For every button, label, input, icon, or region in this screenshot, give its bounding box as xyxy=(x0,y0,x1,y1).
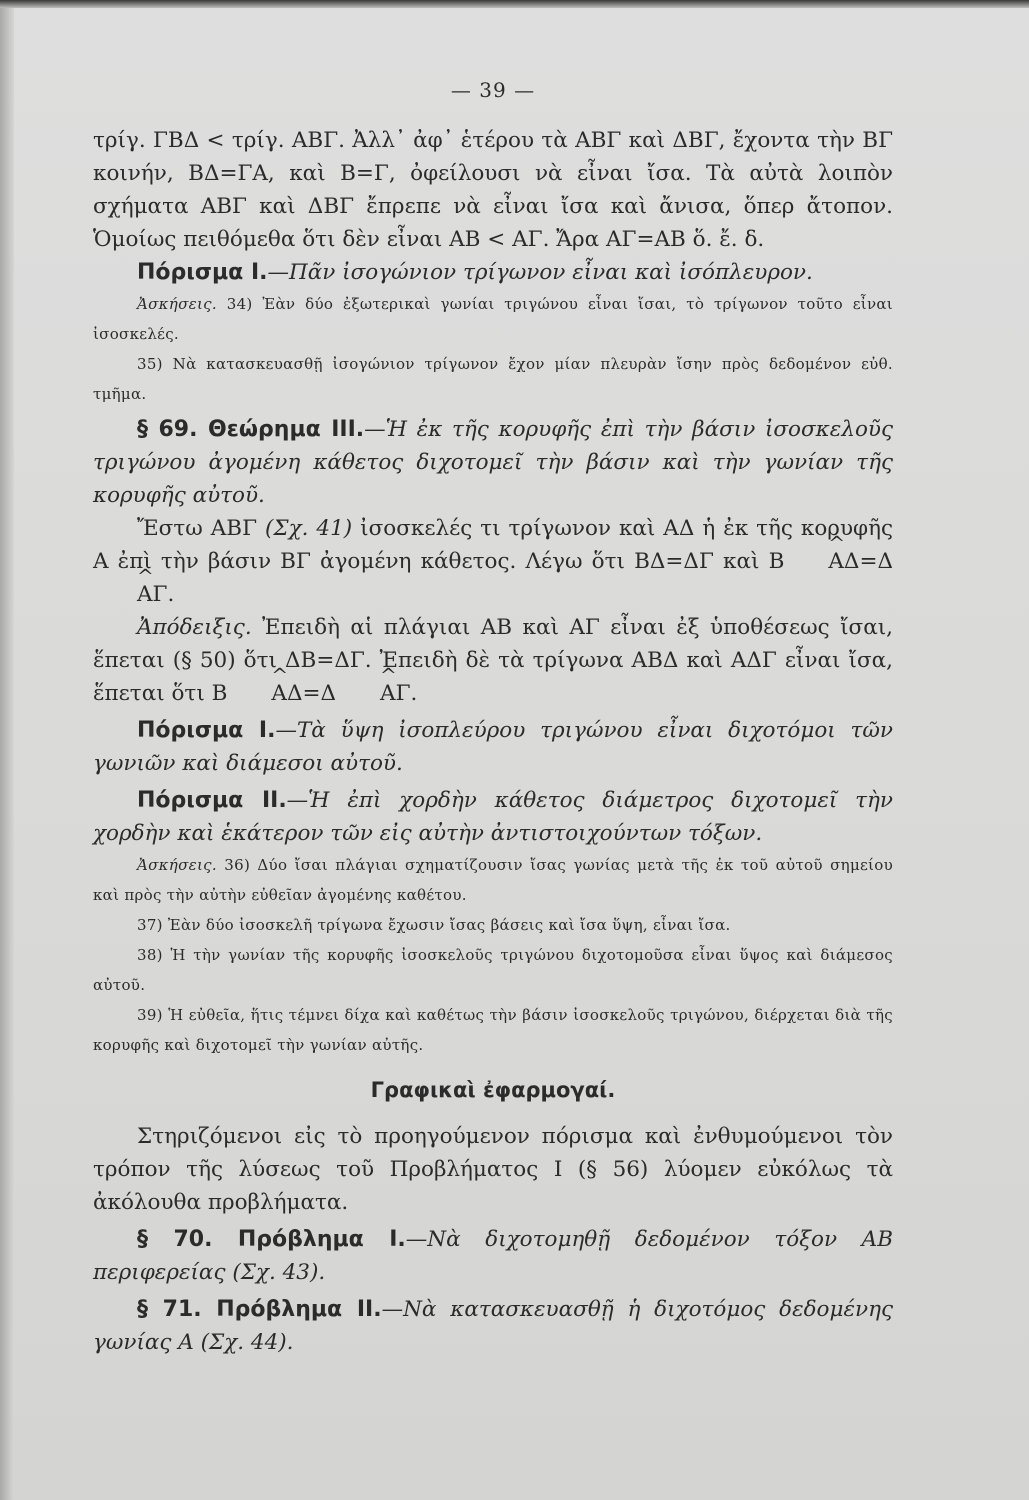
problem-71 xyxy=(93,1293,893,1359)
angle-letter: Δ=Δ xyxy=(286,681,337,706)
corollary-3 xyxy=(93,784,893,850)
problem-label: § 71. Πρόβλημα II. xyxy=(137,1297,382,1322)
angle-letter: Δ=Δ xyxy=(843,549,893,574)
angle-vertex: ^ Α xyxy=(336,677,396,710)
angle-letter: Γ. xyxy=(152,582,175,607)
exercise-39: 39) Ἡ εὐθεῖα, ἥτις τέμνει δίχα καὶ καθέτως τὴν βάσιν ἰσοσκελοῦς τριγώνου, διέρχεται διὰ τῆς κορυφῆς καὶ διχοτομεῖ τὴν γωνίαν αὐτῆς. xyxy=(93,1006,893,1054)
exercise-text: 36) Δύο ἴσαι πλάγιαι σχηματίζουσιν ἴσας γωνίας μετὰ τῆς ἐκ τοῦ αὐτοῦ σημείου καὶ πρὸς τὴν αὐτὴν εὐθεῖαν ἀγομένης καθέτου. xyxy=(93,856,893,904)
paragraph-graphic-applications: Στηριζόμενοι εἰς τὸ προηγούμενον πόρισμα καὶ ἐνθυμούμενοι τὸν τρόπον τῆς λύσεως τοῦ Προβλήματος Ι (§ 56) λύομεν εὐκόλως τὰ ἀκόλουθα προβλήματα. xyxy=(93,1124,893,1215)
exercise-text: 34) Ἐὰν δύο ἐξωτερικαὶ γωνίαι τριγώνου εἶναι ἴσαι, τὸ τρίγωνον τοῦτο εἶναι ἰσοσκελές. xyxy=(93,295,893,343)
exercise-35: 35) Νὰ κατασκευασθῇ ἰσογώνιον τρίγωνον ἔχον μίαν πλευρὰν ἴσην πρὸς δεδομένον εὐθ. τμῆμα. xyxy=(93,355,893,403)
proof-label: Ἀπόδειξις. xyxy=(137,615,252,640)
exercise-36 xyxy=(93,850,893,910)
setup-part1: Ἔστω ΑΒΓ xyxy=(137,516,257,541)
theorem-setup xyxy=(93,512,893,611)
exercise-34 xyxy=(93,289,893,349)
page-number: — 39 — xyxy=(450,78,536,102)
angle-letter: Β xyxy=(768,549,785,574)
theorem-text: —Ἡ ἐκ τῆς κορυφῆς ἐπὶ τὴν βάσιν ἰσοσκελοῦς τριγώνου ἀγομένη κάθετος διχοτομεῖ τὴν βάσιν καὶ τὴν γωνίαν τῆς κορυφῆς αὐτοῦ. xyxy=(93,417,894,508)
problem-70 xyxy=(93,1223,893,1289)
problem-text: —Νὰ κατασκευασθῇ ἡ διχοτόμος δεδομένης γωνίας Α (Σχ. 44). xyxy=(93,1297,894,1355)
proof xyxy=(93,611,893,710)
exercise-37: 37) Ἐὰν δύο ἰσοσκελῆ τρίγωνα ἔχωσιν ἴσας βάσεις καὶ ἴσα ὕψη, εἶναι ἴσα. xyxy=(137,916,731,934)
corollary-text: —Τὰ ὕψη ἰσοπλεύρου τριγώνου εἶναι διχοτόμοι τῶν γωνιῶν καὶ διάμεσοι αὐτοῦ. xyxy=(93,718,893,776)
exercises-label: Ἀσκήσεις. xyxy=(137,295,217,313)
corollary-label: Πόρισμα II. xyxy=(137,788,287,813)
angle-vertex: ^ Α xyxy=(93,578,153,611)
setup-part2: ἰσοσκελές τι τρίγωνον καὶ ΑΔ ἡ ἐκ τῆς κορυφῆς Α ἐπὶ τὴν βάσιν ΒΓ ἀγομένη κάθετος. Λέγω ὅτι ΒΔ=ΔΓ καὶ xyxy=(93,516,893,574)
angle-letter: Β xyxy=(211,681,228,706)
theorem-3 xyxy=(93,413,893,512)
paragraph-proof-continuation: τρίγ. ΓΒΔ < τρίγ. ΑΒΓ. Ἀλλ᾽ ἀφ᾽ ἑτέρου τὰ ΑΒΓ καὶ ΔΒΓ, ἔχοντα τὴν ΒΓ κοινήν, ΒΔ=ΓΑ, καὶ Β=Γ, ὀφείλουσι νὰ εἶναι ἴσα. Τὰ αὐτὰ λοιπὸν σχήματα ΑΒΓ καὶ ΔΒΓ ἔπρεπε νὰ εἶναι ἴσα καὶ ἄνισα, ὅπερ ἄτοπον. Ὁμοίως πειθόμεθα ὅτι δὲν εἶναι ΑΒ < ΑΓ. Ἄρα ΑΓ=ΑΒ ὅ. ἔ. δ. xyxy=(93,128,893,252)
exercises-label: Ἀσκήσεις. xyxy=(137,856,217,874)
angle-vertex: ^ Α xyxy=(784,545,844,578)
theorem-label: § 69. Θεώρημα III. xyxy=(137,417,365,442)
problem-label: § 70. Πρόβλημα Ι. xyxy=(137,1227,406,1252)
corollary-label: Πόρισμα I. xyxy=(137,718,276,743)
angle-vertex: ^ Α xyxy=(227,677,287,710)
angle-letter: Γ. xyxy=(395,681,418,706)
corollary-1 xyxy=(93,256,893,289)
angle-equality xyxy=(212,681,418,706)
figure-reference: (Σχ. 41) xyxy=(264,516,353,541)
exercise-38: 38) Ἡ τὴν γωνίαν τῆς κορυφῆς ἰσοσκελοῦς τριγώνου διχοτομοῦσα εἶναι ὕψος καὶ διάμεσος αὐτοῦ. xyxy=(93,946,893,994)
problem-text: —Νὰ διχοτομηθῇ δεδομένον τόξον ΑΒ περιφερείας (Σχ. 43). xyxy=(93,1227,893,1285)
scan-edge xyxy=(0,0,1029,8)
proof-text: Ἐπειδὴ αἱ πλάγιαι ΑΒ καὶ ΑΓ εἶναι ἐξ ὑποθέσεως ἴσαι, ἕπεται (§ 50) ὅτι ΔΒ=ΔΓ. Ἐπειδὴ δὲ τὰ τρίγωνα ΑΒΔ καὶ ΑΔΓ εἶναι ἴσα, ἕπεται ὅτι xyxy=(93,615,893,706)
page-content xyxy=(93,78,893,1359)
corollary-text: —Πᾶν ἰσογώνιον τρίγωνον εἶναι καὶ ἰσόπλευρον. xyxy=(267,260,813,285)
corollary-label: Πόρισμα I. xyxy=(137,260,268,285)
corollary-text: —Ἡ ἐπὶ χορδὴν κάθετος διάμετρος διχοτομεῖ τὴν χορδὴν καὶ ἑκάτερον τῶν εἰς αὐτὴν ἀντιστοιχούντων τόξων. xyxy=(93,788,893,846)
corollary-2 xyxy=(93,714,893,780)
section-heading: Γραφικαὶ ἐφαρμογαί. xyxy=(370,1078,616,1102)
